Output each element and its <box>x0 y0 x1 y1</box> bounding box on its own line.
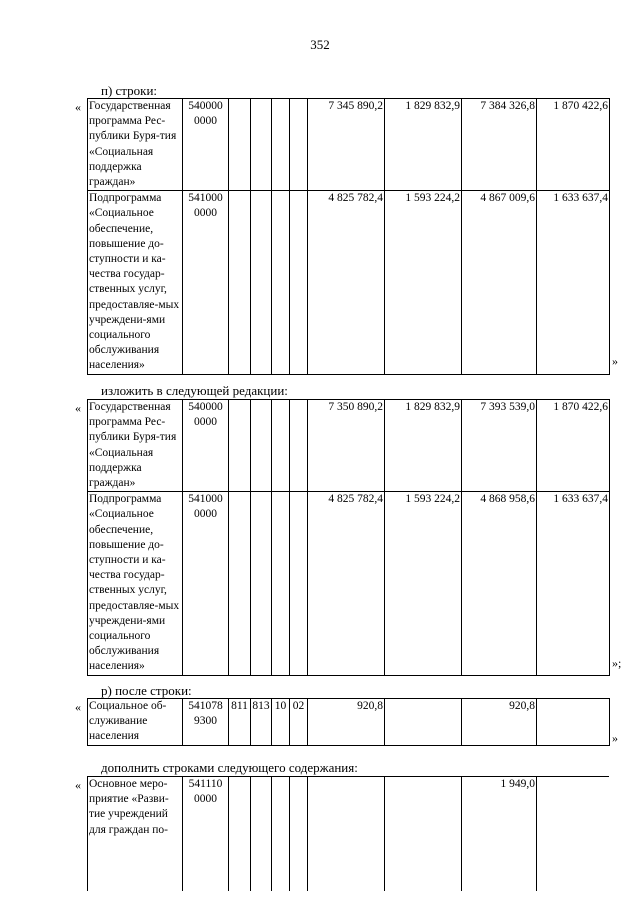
close-quote: »; <box>612 656 622 670</box>
table-new-rows <box>87 399 610 676</box>
row-c2 <box>251 492 272 675</box>
row-v2 <box>385 777 462 892</box>
row-v2: 1 593 224,2 <box>385 191 462 374</box>
table-original-rows <box>87 98 610 375</box>
row-c2 <box>251 191 272 374</box>
row-name: Государственная программа Рес-публики Буря-тия «Социальная поддержка граждан» <box>88 99 183 191</box>
row-c3 <box>272 400 290 492</box>
row-v1: 4 825 782,4 <box>308 191 385 374</box>
row-v1 <box>308 777 385 892</box>
row-c3 <box>272 777 290 892</box>
row-c4 <box>290 400 308 492</box>
row-code: 540000 0000 <box>183 400 229 492</box>
row-name: Социальное об-служивание населения <box>88 699 183 746</box>
row-c1: 811 <box>229 699 251 746</box>
table-row <box>88 492 610 675</box>
row-code: 541110 0000 <box>183 777 229 892</box>
row-v3: 4 867 009,6 <box>462 191 537 374</box>
caption-p-rows: п) строки: <box>101 83 158 98</box>
row-code: 541078 9300 <box>183 699 229 746</box>
open-quote: « <box>75 700 81 714</box>
row-name: Основное меро-приятие «Разви-тие учреждений для граждан по- <box>88 777 183 892</box>
row-name: Государственная программа Рес-публики Буря-тия «Социальная поддержка граждан» <box>88 400 183 492</box>
open-quote: « <box>75 778 81 792</box>
row-v4: 1 633 637,4 <box>537 191 610 374</box>
row-c3 <box>272 191 290 374</box>
row-v3: 1 949,0 <box>462 777 537 892</box>
table-added-rows <box>87 776 609 891</box>
page-number: 352 <box>310 37 330 52</box>
row-c1 <box>229 777 251 892</box>
row-c1 <box>229 400 251 492</box>
row-v1: 7 350 890,2 <box>308 400 385 492</box>
table-row <box>88 699 610 746</box>
row-c4 <box>290 191 308 374</box>
table-row <box>88 99 610 191</box>
row-c2 <box>251 400 272 492</box>
row-c3 <box>272 492 290 675</box>
row-c1 <box>229 492 251 675</box>
row-c4 <box>290 777 308 892</box>
table-row <box>88 777 610 892</box>
row-code: 541000 0000 <box>183 492 229 675</box>
row-v4: 1 870 422,6 <box>537 99 610 191</box>
row-code: 540000 0000 <box>183 99 229 191</box>
row-v4 <box>537 777 610 892</box>
open-quote: « <box>75 100 81 114</box>
row-c4 <box>290 492 308 675</box>
row-v2: 1 829 832,9 <box>385 99 462 191</box>
row-v2: 1 829 832,9 <box>385 400 462 492</box>
row-v3: 7 393 539,0 <box>462 400 537 492</box>
row-c1 <box>229 99 251 191</box>
row-code: 541000 0000 <box>183 191 229 374</box>
row-c3 <box>272 99 290 191</box>
row-v4: 1 870 422,6 <box>537 400 610 492</box>
row-v4 <box>537 699 610 746</box>
row-c1 <box>229 191 251 374</box>
row-c2 <box>251 777 272 892</box>
open-quote: « <box>75 401 81 415</box>
close-quote: » <box>612 731 618 745</box>
row-v2: 1 593 224,2 <box>385 492 462 675</box>
row-v2 <box>385 699 462 746</box>
row-v3: 920,8 <box>462 699 537 746</box>
row-v3: 4 868 958,6 <box>462 492 537 675</box>
row-c4: 02 <box>290 699 308 746</box>
row-v4: 1 633 637,4 <box>537 492 610 675</box>
row-v3: 7 384 326,8 <box>462 99 537 191</box>
row-v1: 4 825 782,4 <box>308 492 385 675</box>
row-c2 <box>251 99 272 191</box>
table-row <box>88 400 610 492</box>
row-c4 <box>290 99 308 191</box>
row-v1: 7 345 890,2 <box>308 99 385 191</box>
row-name: Подпрограмма «Социальное обеспечение, повышение до-ступности и ка-чества государ-ственных услуг, предоставляе-мых учреждени-ями социального обслуживания населения» <box>88 492 183 675</box>
row-name: Подпрограмма «Социальное обеспечение, повышение до-ступности и ка-чества государ-ственных услуг, предоставляе-мых учреждени-ями социального обслуживания населения» <box>88 191 183 374</box>
caption-after-row: р) после строки: <box>101 683 192 698</box>
row-c2: 813 <box>251 699 272 746</box>
row-v1: 920,8 <box>308 699 385 746</box>
row-c3: 10 <box>272 699 290 746</box>
caption-new-edition: изложить в следующей редакции: <box>101 383 288 398</box>
table-added-rows-wrapper <box>87 776 609 891</box>
table-anchor-row <box>87 698 610 746</box>
table-row <box>88 191 610 374</box>
close-quote: » <box>612 354 618 368</box>
caption-add-rows: дополнить строками следующего содержания: <box>101 760 358 775</box>
